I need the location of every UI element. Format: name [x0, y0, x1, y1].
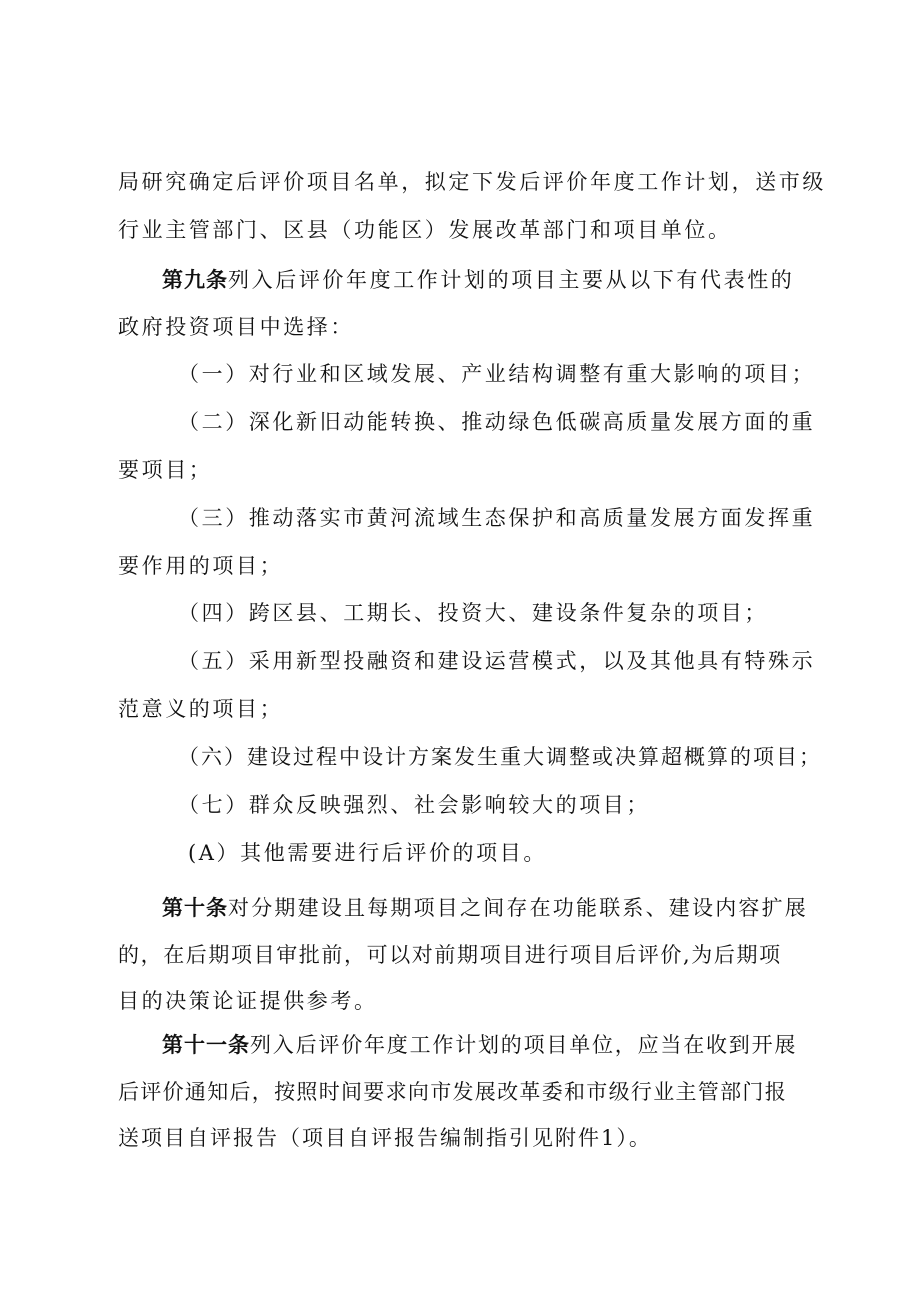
paragraph-text: 对分期建设且每期项目之间存在功能联系、建设内容扩展	[228, 896, 808, 920]
article-11-line	[162, 1030, 920, 1060]
list-item	[178, 407, 920, 437]
list-item	[178, 742, 920, 772]
list-item-text: (A）其他需要进行后评价的项目。	[188, 841, 547, 865]
list-item-text: （四）跨区县、工期长、投资大、建设条件复杂的项目；	[178, 601, 768, 625]
text-line	[118, 1077, 920, 1107]
article-heading: 第十条	[162, 896, 228, 920]
list-item	[178, 790, 920, 820]
list-item-text: （一）对行业和区域发展、产业结构调整有重大影响的项目；	[178, 362, 816, 386]
list-item-text: 要作用的项目；	[118, 554, 284, 578]
text-line	[118, 694, 920, 724]
paragraph-text: 局研究确定后评价项目名单，拟定下发后评价年度工作计划，送市级	[118, 170, 826, 194]
text-line	[118, 551, 920, 581]
list-item-text: （二）深化新旧动能转换、推动绿色低碳高质量发展方面的重	[178, 410, 816, 434]
text-line	[118, 940, 920, 970]
list-item	[178, 503, 920, 533]
list-item-text: 范意义的项目；	[118, 697, 284, 721]
paragraph-text: 行业主管部门、区县（功能区）发展改革部门和项目单位。	[118, 218, 732, 242]
list-item-text: （七）群众反映强烈、社会影响较大的项目；	[178, 793, 650, 817]
list-item	[178, 598, 920, 628]
text-line	[118, 167, 920, 197]
article-10-line	[162, 893, 920, 923]
list-item	[178, 646, 920, 676]
text-line	[118, 312, 920, 342]
paragraph-text: 的，在后期项目审批前，可以对前期项目进行项目后评价,为后期项	[118, 943, 782, 967]
list-item-text: （六）建设过程中设计方案发生重大调整或决算超概算的项目；	[178, 745, 822, 769]
list-item	[188, 838, 920, 868]
paragraph-text: 送项目自评报告（项目自评报告编制指引见附件1）。	[118, 1126, 652, 1150]
text-line	[118, 986, 920, 1016]
list-item	[178, 359, 920, 389]
text-line	[118, 215, 920, 245]
list-item-text: （三）推动落实市黄河流域生态保护和高质量发展方面发挥重	[178, 506, 816, 530]
paragraph-text: 列入后评价年度工作计划的项目单位，应当在收到开展	[250, 1033, 798, 1057]
text-line	[118, 455, 920, 485]
paragraph-text: 目的决策论证提供参考。	[118, 989, 378, 1013]
paragraph-text: 后评价通知后，按照时间要求向市发展改革委和市级行业主管部门报	[118, 1080, 787, 1104]
article-9-line	[162, 265, 920, 295]
list-item-text: （五）采用新型投融资和建设运营模式，以及其他具有特殊示	[178, 649, 816, 673]
text-line	[118, 1123, 920, 1153]
list-item-text: 要项目；	[118, 458, 213, 482]
paragraph-text: 政府投资项目中选择：	[118, 315, 354, 339]
article-heading: 第十一条	[162, 1033, 250, 1057]
paragraph-text: 列入后评价年度工作计划的项目主要从以下有代表性的	[228, 268, 795, 292]
article-heading: 第九条	[162, 268, 228, 292]
